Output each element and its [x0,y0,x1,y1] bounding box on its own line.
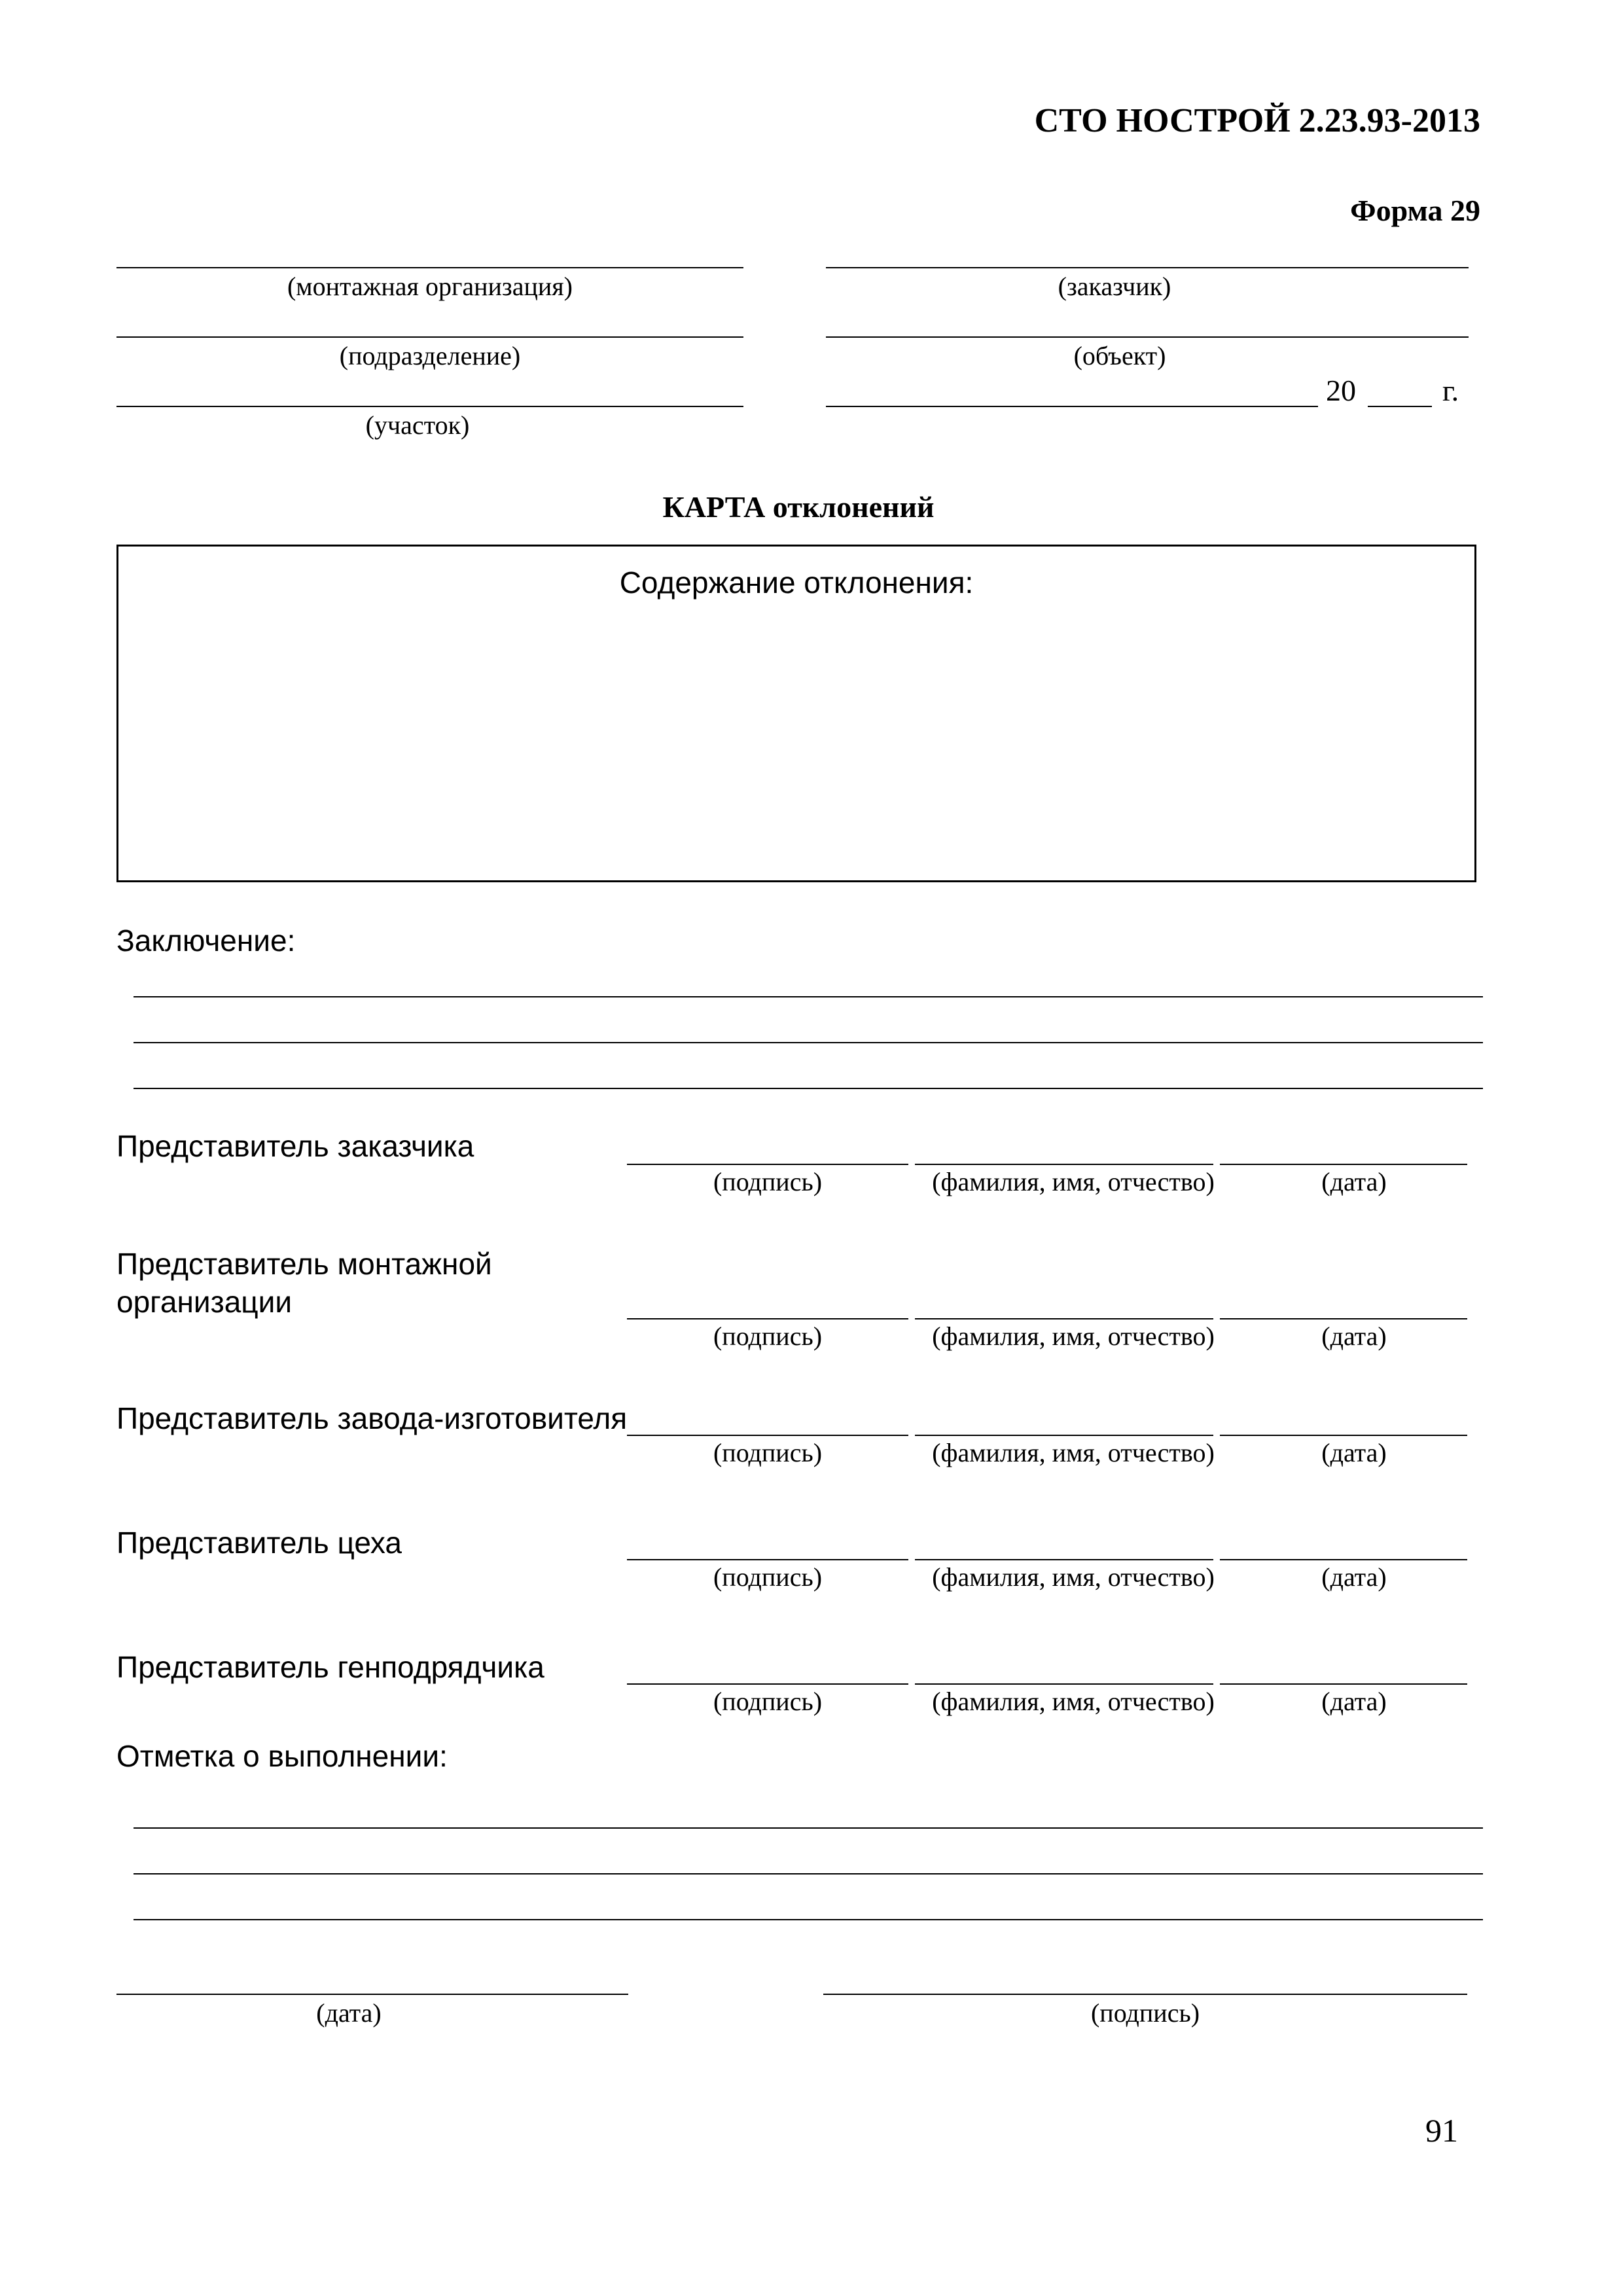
signature-line[interactable] [627,1318,908,1319]
signature-caption: (подпись) [713,1438,823,1467]
date-caption: (дата) [1321,1321,1387,1351]
rep-label-general-contractor: Представитель генподрядчика [116,1650,544,1684]
rep-label-workshop: Представитель цеха [116,1526,402,1560]
caption-section: (участок) [365,410,470,440]
rep-label-assembly-org: Представитель монтажной организации [116,1247,492,1319]
caption-subdivision: (подразделение) [339,341,521,370]
conclusion-line-1[interactable] [134,996,1483,997]
date-year-prefix: 20 [1326,374,1356,407]
signature-line[interactable] [627,1435,908,1436]
full-name-caption: (фамилия, имя, отчество) [932,1562,1215,1592]
conclusion-line-2[interactable] [134,1042,1483,1043]
footer-signature-caption: (подпись) [1090,1998,1200,2028]
field-line-section[interactable] [116,406,743,407]
date-line[interactable] [1220,1164,1467,1165]
deviation-content-box[interactable] [116,545,1476,882]
signature-caption: (подпись) [713,1687,823,1716]
footer-date-line[interactable] [116,1994,628,1995]
conclusion-label: Заключение: [116,924,296,958]
completion-line-1[interactable] [134,1827,1483,1829]
date-caption: (дата) [1321,1562,1387,1592]
field-line-year[interactable] [1368,406,1432,407]
full-name-caption: (фамилия, имя, отчество) [932,1167,1215,1196]
full-name-caption: (фамилия, имя, отчество) [932,1438,1215,1467]
date-line[interactable] [1220,1559,1467,1560]
caption-object: (объект) [1073,341,1166,370]
date-caption: (дата) [1321,1687,1387,1716]
page-number: 91 [1425,2112,1458,2149]
standard-code: СТО НОСТРОЙ 2.23.93-2013 [1034,102,1480,139]
form-number: Форма 29 [1350,194,1480,227]
footer-date-caption: (дата) [316,1998,382,2028]
completion-line-3[interactable] [134,1919,1483,1920]
full-name-line[interactable] [915,1164,1213,1165]
document-title: КАРТА отклонений [662,490,935,524]
signature-caption: (подпись) [713,1321,823,1351]
signature-line[interactable] [627,1164,908,1165]
date-line[interactable] [1220,1318,1467,1319]
date-caption: (дата) [1321,1167,1387,1196]
full-name-line[interactable] [915,1318,1213,1319]
full-name-caption: (фамилия, имя, отчество) [932,1687,1215,1716]
signature-line[interactable] [627,1683,908,1685]
signature-line[interactable] [627,1559,908,1560]
deviation-content-label: Содержание отклонения: [619,565,974,600]
completion-label: Отметка о выполнении: [116,1739,448,1773]
rep-label-manufacturer: Представитель завода-изготовителя [116,1401,628,1435]
full-name-caption: (фамилия, имя, отчество) [932,1321,1215,1351]
field-line-assembly-org[interactable] [116,267,743,268]
caption-assembly-org: (монтажная организация) [287,272,573,301]
field-line-subdivision[interactable] [116,336,743,338]
full-name-line[interactable] [915,1683,1213,1685]
date-caption: (дата) [1321,1438,1387,1467]
signature-caption: (подпись) [713,1167,823,1196]
signature-caption: (подпись) [713,1562,823,1592]
date-year-suffix: г. [1442,374,1459,407]
conclusion-line-3[interactable] [134,1088,1483,1089]
completion-line-2[interactable] [134,1873,1483,1874]
rep-label-customer: Представитель заказчика [116,1129,474,1163]
field-line-customer[interactable] [826,267,1469,268]
full-name-line[interactable] [915,1559,1213,1560]
date-line[interactable] [1220,1683,1467,1685]
field-line-object[interactable] [826,336,1469,338]
field-line-date[interactable] [826,406,1318,407]
full-name-line[interactable] [915,1435,1213,1436]
date-line[interactable] [1220,1435,1467,1436]
caption-customer: (заказчик) [1058,272,1171,301]
footer-signature-line[interactable] [823,1994,1467,1995]
